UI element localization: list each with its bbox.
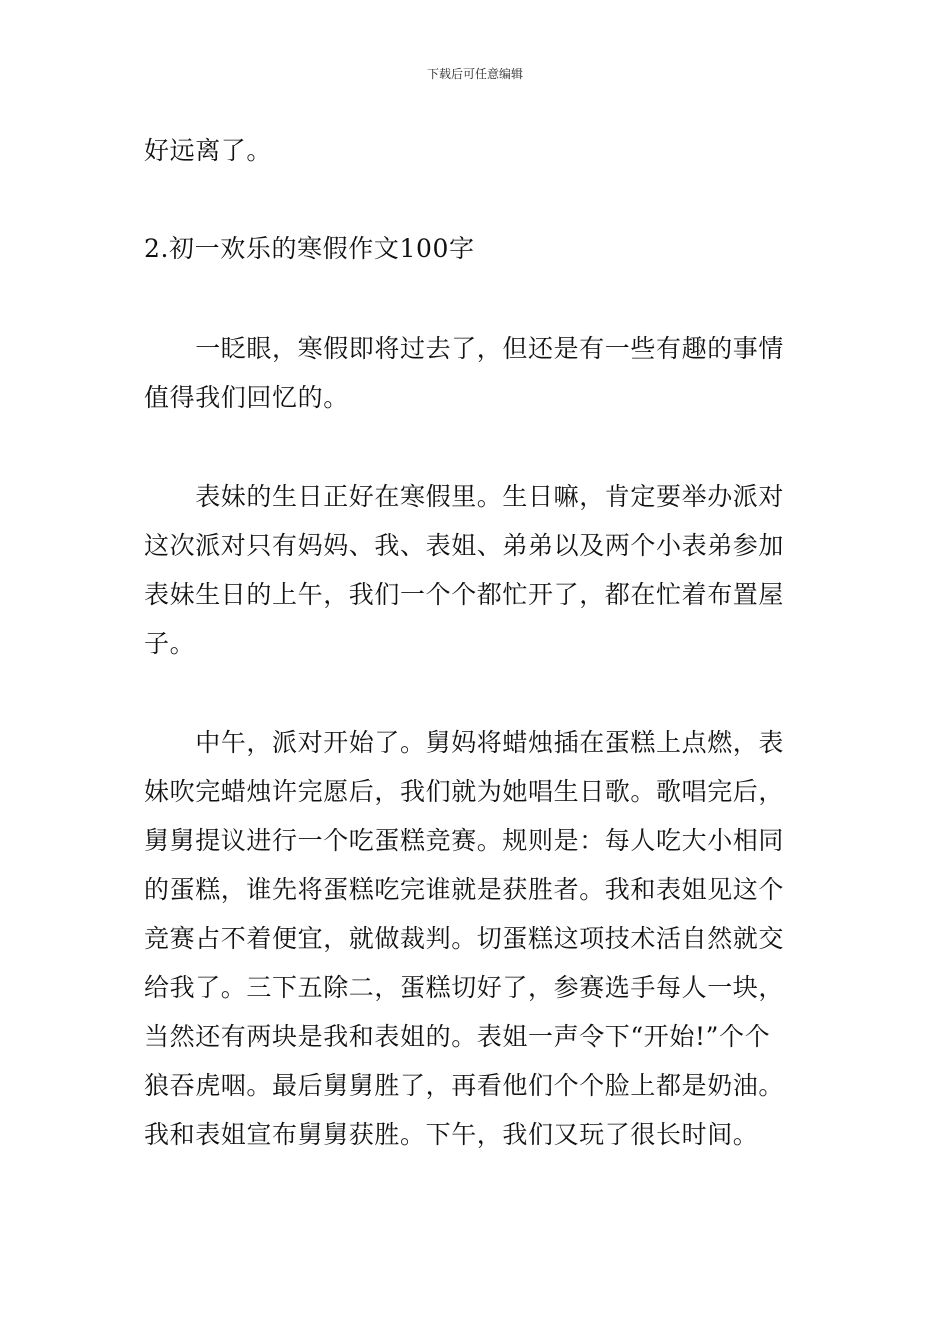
text-line: 舅舅提议进行一个吃蛋糕竞赛。规则是：每人吃大小相同 — [144, 826, 785, 855]
page-header: 下载后可任意编辑 — [426, 67, 523, 81]
section-heading: 2.初一欢乐的寒假作文100字 — [144, 234, 475, 263]
text-line: 中午，派对开始了。舅妈将蜡烛插在蛋糕上点燃，表 — [144, 728, 785, 757]
text-line: 子。 — [144, 629, 196, 658]
text-line: 给我了。三下五除二，蛋糕切好了，参赛选手每人一块， — [144, 973, 785, 1002]
text-line: 表妹生日的上午，我们一个个都忙开了，都在忙着布置屋 — [144, 580, 785, 609]
text-line: 的蛋糕，谁先将蛋糕吃完谁就是获胜者。我和表姐见这个 — [144, 875, 785, 904]
text-line: 我和表姐宣布舅舅获胜。下午，我们又玩了很长时间。 — [144, 1120, 759, 1149]
text-line: 表妹的生日正好在寒假里。生日嘛，肯定要举办派对 — [144, 482, 785, 511]
text-line: 妹吹完蜡烛许完愿后，我们就为她唱生日歌。歌唱完后， — [144, 777, 785, 806]
text-line: 竞赛占不着便宜，就做裁判。切蛋糕这项技术活自然就交 — [144, 924, 785, 953]
text-line: 狼吞虎咽。最后舅舅胜了，再看他们个个脸上都是奶油。 — [144, 1071, 785, 1100]
text-line: 这次派对只有妈妈、我、表姐、弟弟以及两个小表弟参加 — [144, 531, 785, 560]
text-line: 值得我们回忆的。 — [144, 383, 349, 412]
text-line: 好远离了。 — [144, 136, 273, 165]
text-line: 当然还有两块是我和表姐的。表姐一声令下“开始!”个个 — [144, 1022, 771, 1051]
text-line: 一眨眼，寒假即将过去了，但还是有一些有趣的事情 — [144, 334, 785, 363]
